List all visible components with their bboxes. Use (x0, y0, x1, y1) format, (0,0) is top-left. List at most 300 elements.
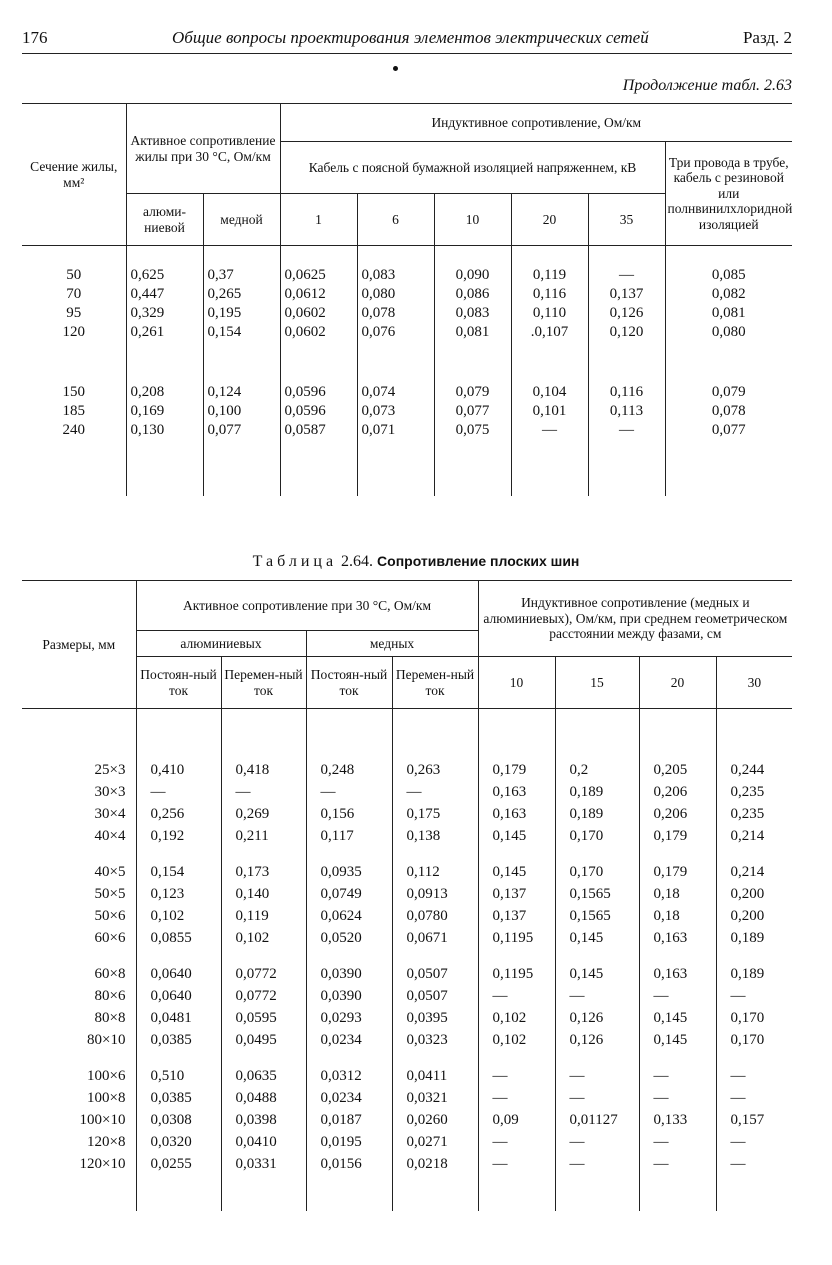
cell-alu-dc (136, 709, 221, 1211)
cell-value: 0,0331 (235, 1156, 277, 1172)
group-gap (654, 847, 712, 861)
cell-value: 40×4 (94, 828, 126, 844)
cell-value: — (406, 784, 422, 800)
cell-value: 30×3 (94, 784, 126, 800)
cell-value: 95 (66, 305, 82, 321)
group-gap (26, 1051, 126, 1065)
cell-value: 0,0410 (235, 1134, 277, 1150)
cell-value: 0,206 (653, 806, 688, 822)
cell-value: — (653, 1090, 669, 1106)
cell-value: 0,0507 (406, 966, 448, 982)
cell-value: 0,0625 (284, 267, 326, 283)
cell-value: 0,244 (730, 762, 765, 778)
cell-value: 0,080 (361, 286, 396, 302)
group-gap (151, 847, 217, 861)
cell-value: 120 (62, 324, 85, 340)
cell-d10 (478, 709, 555, 1211)
cell-value: — (730, 1134, 746, 1150)
page-header (22, 28, 792, 54)
group-gap (593, 342, 661, 383)
group-gap (208, 342, 276, 383)
cell-value: — (320, 784, 336, 800)
cell-value: 0,192 (150, 828, 185, 844)
group-gap (321, 1051, 388, 1065)
cell-value: 0,101 (532, 403, 567, 419)
cell-value: 0,137 (609, 286, 644, 302)
cell-value: 150 (62, 384, 85, 400)
cell-cu-dc (306, 709, 392, 1211)
cell-value: 0,0271 (406, 1134, 448, 1150)
col-header-cu-dc: Постоян-ный ток (306, 657, 392, 709)
cell-value: 0,156 (320, 806, 355, 822)
cell-value: 0,163 (653, 966, 688, 982)
col-header-dist: 10 (478, 657, 555, 709)
cell-value: — (619, 267, 634, 283)
cell-value: 0,0507 (406, 988, 448, 1004)
cell-three (665, 246, 792, 496)
col-header-dist: 30 (716, 657, 792, 709)
cell-d20 (639, 709, 716, 1211)
group-gap (362, 342, 430, 383)
cell-size (22, 709, 136, 1211)
col-header-cu: медной (203, 194, 280, 246)
cell-value: — (235, 784, 251, 800)
cell-value: 0,410 (150, 762, 185, 778)
group-gap (151, 949, 217, 963)
cell-value: 0,086 (455, 286, 490, 302)
cell-value: 0,179 (653, 828, 688, 844)
cell-value: 0,076 (361, 324, 396, 340)
cell-value: 0,145 (653, 1032, 688, 1048)
cell-value: 0,0772 (235, 988, 277, 1004)
cell-value: 0,0612 (284, 286, 326, 302)
cell-value: 0,179 (653, 864, 688, 880)
cell-value: 0,126 (609, 305, 644, 321)
group-gap (131, 342, 199, 383)
cell-value: 185 (62, 403, 85, 419)
col-header-section: Сечение жилы, мм² (22, 104, 126, 246)
cell-value: — (492, 1156, 508, 1172)
cell-section (22, 246, 126, 496)
cell-value: 0,0495 (235, 1032, 277, 1048)
caption-label: Таблица (252, 553, 338, 570)
cell-value: 0,0312 (320, 1068, 362, 1084)
cell-value: 0,0772 (235, 966, 277, 982)
cell-value: 0,133 (653, 1112, 688, 1128)
cell-value: 0,137 (492, 886, 527, 902)
group-gap (26, 342, 122, 383)
col-header-kv: 10 (434, 194, 511, 246)
cell-value: 0,119 (532, 267, 567, 283)
table-2-64-caption (0, 553, 832, 571)
cell-value: 0,073 (361, 403, 396, 419)
cell-value: 0,080 (711, 324, 746, 340)
cell-value: 0,0390 (320, 966, 362, 982)
cell-value: 0,130 (130, 422, 165, 438)
cell-value: — (569, 1068, 585, 1084)
cell-value: 30×4 (94, 806, 126, 822)
group-gap (654, 949, 712, 963)
cell-value: 50×5 (94, 886, 126, 902)
cell-value: 0,256 (150, 806, 185, 822)
cell-value: 0,0595 (235, 1010, 277, 1026)
cell-value: 0,0218 (406, 1156, 448, 1172)
cell-value: 0,0234 (320, 1090, 362, 1106)
cell-value: 0,09 (492, 1112, 519, 1128)
cell-value: — (492, 988, 508, 1004)
cell-value: 0,081 (711, 305, 746, 321)
col-header-size: Размеры, мм (22, 581, 136, 709)
cell-value: 0,195 (207, 305, 242, 321)
cell-value: — (542, 422, 557, 438)
cell-value: 0,248 (320, 762, 355, 778)
group-gap (731, 949, 789, 963)
cell-value: 0,0411 (406, 1068, 448, 1084)
cell-value: 0,071 (361, 422, 396, 438)
cell-value: 60×6 (94, 930, 126, 946)
page-number: 176 (22, 28, 48, 47)
cell-value: .0,107 (530, 324, 569, 340)
group-gap (731, 847, 789, 861)
cell-value: 0,0390 (320, 988, 362, 1004)
cell-value: 0,447 (130, 286, 165, 302)
cell-value: 0,2 (569, 762, 589, 778)
cell-value: 0,0855 (150, 930, 192, 946)
cell-value: — (653, 1134, 669, 1150)
group-gap (439, 342, 507, 383)
col-header-dist: 20 (639, 657, 716, 709)
cell-value: 0,189 (730, 930, 765, 946)
cell-value: 0,0624 (320, 908, 362, 924)
cell-value: 100×10 (79, 1112, 126, 1128)
cell-value: — (730, 1090, 746, 1106)
cell-value: 0,110 (532, 305, 567, 321)
group-gap (570, 949, 635, 963)
cell-value: 100×6 (87, 1068, 126, 1084)
cell-value: 0,0602 (284, 324, 326, 340)
cell-value: 0,0488 (235, 1090, 277, 1106)
ink-dot (393, 66, 398, 71)
cell-value: 0,126 (569, 1010, 604, 1026)
cell-value: 0,075 (455, 422, 490, 438)
cell-value: 0,163 (653, 930, 688, 946)
cell-value: 0,0395 (406, 1010, 448, 1026)
cell-cu (203, 246, 280, 496)
cell-value: 0,179 (492, 762, 527, 778)
cell-value: 0,145 (653, 1010, 688, 1026)
cell-value: 0,1565 (569, 886, 611, 902)
cell-value: 0,104 (532, 384, 567, 400)
cell-value: 0,085 (711, 267, 746, 283)
cell-value: 0,145 (492, 828, 527, 844)
cell-value: 0,163 (492, 806, 527, 822)
cell-value: 0,117 (320, 828, 354, 844)
cell-d30 (716, 709, 792, 1211)
cell-value: 0,102 (492, 1010, 527, 1026)
col-header-active: Активное сопротивление жилы при 30 °С, Ом/км (126, 104, 280, 194)
group-gap (731, 1051, 789, 1065)
cell-value: 0,1565 (569, 908, 611, 924)
group-gap (570, 847, 635, 861)
col-header-kv: 1 (280, 194, 357, 246)
col-header-kv: 6 (357, 194, 434, 246)
cell-kv20 (511, 246, 588, 496)
cell-value: 0,261 (130, 324, 165, 340)
cell-value: 0,169 (130, 403, 165, 419)
caption-number: 2.64. (341, 553, 374, 570)
cell-value: 0,18 (653, 908, 680, 924)
cell-value: 0,100 (207, 403, 242, 419)
cell-value: 0,116 (609, 384, 644, 400)
cell-value: 0,154 (207, 324, 242, 340)
cell-value: 0,078 (711, 403, 746, 419)
cell-value: 0,077 (455, 403, 490, 419)
cell-value: 0,175 (406, 806, 441, 822)
cell-value: 0,123 (150, 886, 185, 902)
cell-value: 0,418 (235, 762, 270, 778)
cell-value: 0,0635 (235, 1068, 277, 1084)
cell-value: 0,208 (130, 384, 165, 400)
cell-value: 0,145 (569, 930, 604, 946)
group-gap (321, 949, 388, 963)
table-2-63-continuation (22, 103, 792, 496)
col-header-cu-ac: Перемен-ный ток (392, 657, 478, 709)
cell-value: 0,0587 (284, 422, 326, 438)
cell-value: 40×5 (94, 864, 126, 880)
cell-value: 0,206 (653, 784, 688, 800)
group-gap (285, 342, 353, 383)
cell-value: 0,083 (455, 305, 490, 321)
col-header-alu-ac: Перемен-ный ток (221, 657, 306, 709)
cell-value: 50 (66, 267, 82, 283)
cell-value: — (150, 784, 166, 800)
group-gap (407, 949, 474, 963)
cell-value: 0,269 (235, 806, 270, 822)
cell-value: 0,263 (406, 762, 441, 778)
cell-value: 0,1195 (492, 930, 534, 946)
cell-value: 0,170 (569, 828, 604, 844)
cell-value: — (569, 1156, 585, 1172)
cell-value: 100×8 (87, 1090, 126, 1106)
cell-value: — (730, 1068, 746, 1084)
cell-value: 0,265 (207, 286, 242, 302)
cell-value: 0,140 (235, 886, 270, 902)
cell-value: 0,0187 (320, 1112, 362, 1128)
cell-value: 0,0596 (284, 403, 326, 419)
cell-value: 0,138 (406, 828, 441, 844)
cell-value: 0,18 (653, 886, 680, 902)
cell-cu-ac (392, 709, 478, 1211)
cell-value: 0,1195 (492, 966, 534, 982)
cell-kv6 (357, 246, 434, 496)
col-header-active: Активное сопротивление при 30 °С, Ом/км (136, 581, 478, 631)
cell-value: 0,0481 (150, 1010, 192, 1026)
table-2-64 (22, 580, 792, 1211)
cell-value: 0,120 (609, 324, 644, 340)
cell-value: 0,102 (235, 930, 270, 946)
cell-value: 0,116 (532, 286, 567, 302)
cell-value: — (492, 1068, 508, 1084)
cell-value: 0,083 (361, 267, 396, 283)
cell-kv35 (588, 246, 665, 496)
cell-value: — (730, 988, 746, 1004)
cell-value: 0,079 (455, 384, 490, 400)
cell-value: — (492, 1134, 508, 1150)
cell-value: 0,214 (730, 828, 765, 844)
cell-value: 0,0385 (150, 1090, 192, 1106)
cell-value: 0,0293 (320, 1010, 362, 1026)
col-header-inductive: Индуктивное сопротивление, Ом/км (280, 104, 792, 142)
col-header-dist: 15 (555, 657, 639, 709)
cell-value: 0,163 (492, 784, 527, 800)
cell-value: 0,081 (455, 324, 490, 340)
cell-value: 25×3 (94, 762, 126, 778)
cell-value: 0,0321 (406, 1090, 448, 1106)
cell-value: 0,0320 (150, 1134, 192, 1150)
col-header-inductive: Индуктивное сопротивление (медных и алюминиевых), Ом/км, при среднем геометрическом расстоянии между фазами, см (478, 581, 792, 657)
cell-value: 0,102 (150, 908, 185, 924)
cell-value: 0,189 (569, 806, 604, 822)
cell-value: — (619, 422, 634, 438)
col-header-alu-dc: Постоян-ный ток (136, 657, 221, 709)
cell-value: — (492, 1090, 508, 1106)
cell-value: 0,170 (569, 864, 604, 880)
cell-value: 0,0780 (406, 908, 448, 924)
group-gap (151, 1051, 217, 1065)
cell-value: 0,170 (730, 1010, 765, 1026)
cell-value: 0,154 (150, 864, 185, 880)
cell-value: 0,37 (207, 267, 234, 283)
group-gap (26, 949, 126, 963)
cell-value: 0,235 (730, 806, 765, 822)
cell-value: 0,113 (609, 403, 644, 419)
cell-value: 0,189 (569, 784, 604, 800)
cell-value: 0,170 (730, 1032, 765, 1048)
table-body (22, 246, 792, 496)
cell-value: 0,090 (455, 267, 490, 283)
cell-value: 70 (66, 286, 82, 302)
cell-value: 240 (62, 422, 85, 438)
cell-value: 0,0602 (284, 305, 326, 321)
cell-value: 0,0385 (150, 1032, 192, 1048)
cell-value: — (569, 1090, 585, 1106)
group-gap (670, 342, 789, 383)
group-gap (493, 1051, 551, 1065)
cell-value: — (569, 1134, 585, 1150)
cell-value: 0,0640 (150, 966, 192, 982)
group-gap (26, 847, 126, 861)
group-gap (407, 847, 474, 861)
col-header-kv: 20 (511, 194, 588, 246)
col-header-cu: медных (306, 631, 478, 657)
group-gap (407, 1051, 474, 1065)
col-header-alu: алюминиевых (136, 631, 306, 657)
cell-value: 0,0308 (150, 1112, 192, 1128)
group-gap (570, 1051, 635, 1065)
cell-value: 0,157 (730, 1112, 765, 1128)
cell-value: 0,0260 (406, 1112, 448, 1128)
cell-value: 0,0195 (320, 1134, 362, 1150)
cell-value: 0,0398 (235, 1112, 277, 1128)
cell-value: — (653, 1068, 669, 1084)
cell-value: 120×8 (87, 1134, 126, 1150)
cell-value: 0,01127 (569, 1112, 618, 1128)
group-gap (236, 949, 302, 963)
cell-value: 80×10 (87, 1032, 126, 1048)
cell-value: 0,082 (711, 286, 746, 302)
cell-value: 0,0671 (406, 930, 448, 946)
cell-alu-ac (221, 709, 306, 1211)
cell-value: 0,189 (730, 966, 765, 982)
cell-value: 0,625 (130, 267, 165, 283)
cell-value: 0,145 (492, 864, 527, 880)
cell-value: — (730, 1156, 746, 1172)
cell-value: 50×6 (94, 908, 126, 924)
cell-value: 0,137 (492, 908, 527, 924)
cell-value: 0,078 (361, 305, 396, 321)
group-gap (236, 1051, 302, 1065)
cell-value: — (569, 988, 585, 1004)
cell-value: 0,200 (730, 908, 765, 924)
cell-value: 0,126 (569, 1032, 604, 1048)
cell-value: 0,0640 (150, 988, 192, 1004)
col-header-three-wires: Три провода в трубе, кабель с резиновой или полнвинилхлоридной изоляцией (665, 142, 792, 246)
group-gap (493, 949, 551, 963)
cell-value: 0,077 (207, 422, 242, 438)
cell-value: 0,173 (235, 864, 270, 880)
cell-value: 0,119 (235, 908, 269, 924)
cell-value: 0,102 (492, 1032, 527, 1048)
cell-value: — (653, 1156, 669, 1172)
cell-value: 0,074 (361, 384, 396, 400)
table-body (22, 709, 792, 1211)
cell-value: — (653, 988, 669, 1004)
cell-value: 0,0255 (150, 1156, 192, 1172)
cell-kv1 (280, 246, 357, 496)
cell-alu (126, 246, 203, 496)
cell-value: 0,0596 (284, 384, 326, 400)
group-gap (236, 847, 302, 861)
cell-value: 0,0520 (320, 930, 362, 946)
cell-value: 0,214 (730, 864, 765, 880)
caption-title: Сопротивление плоских шин (377, 553, 580, 569)
cell-value: 0,235 (730, 784, 765, 800)
cell-value: 60×8 (94, 966, 126, 982)
cell-value: 0,211 (235, 828, 269, 844)
cell-value: 0,0156 (320, 1156, 362, 1172)
group-gap (654, 1051, 712, 1065)
group-gap (493, 847, 551, 861)
cell-value: 0,0935 (320, 864, 362, 880)
col-header-alu: алюми-ниевой (126, 194, 203, 246)
cell-value: 0,145 (569, 966, 604, 982)
continuation-label: Продолжение табл. 2.63 (622, 77, 792, 94)
section-label: Разд. 2 (742, 28, 792, 47)
cell-value: 80×6 (94, 988, 126, 1004)
cell-value: 0,0749 (320, 886, 362, 902)
cell-value: 0,510 (150, 1068, 185, 1084)
col-header-cable: Кабель с поясной бумажной изоляцией напряженнем, кВ (280, 142, 665, 194)
cell-value: 0,077 (711, 422, 746, 438)
cell-value: 0,112 (406, 864, 440, 880)
cell-d15 (555, 709, 639, 1211)
cell-value: 0,200 (730, 886, 765, 902)
group-gap (516, 342, 584, 383)
cell-value: 0,124 (207, 384, 242, 400)
cell-value: 0,205 (653, 762, 688, 778)
group-gap (321, 847, 388, 861)
cell-value: 0,0234 (320, 1032, 362, 1048)
